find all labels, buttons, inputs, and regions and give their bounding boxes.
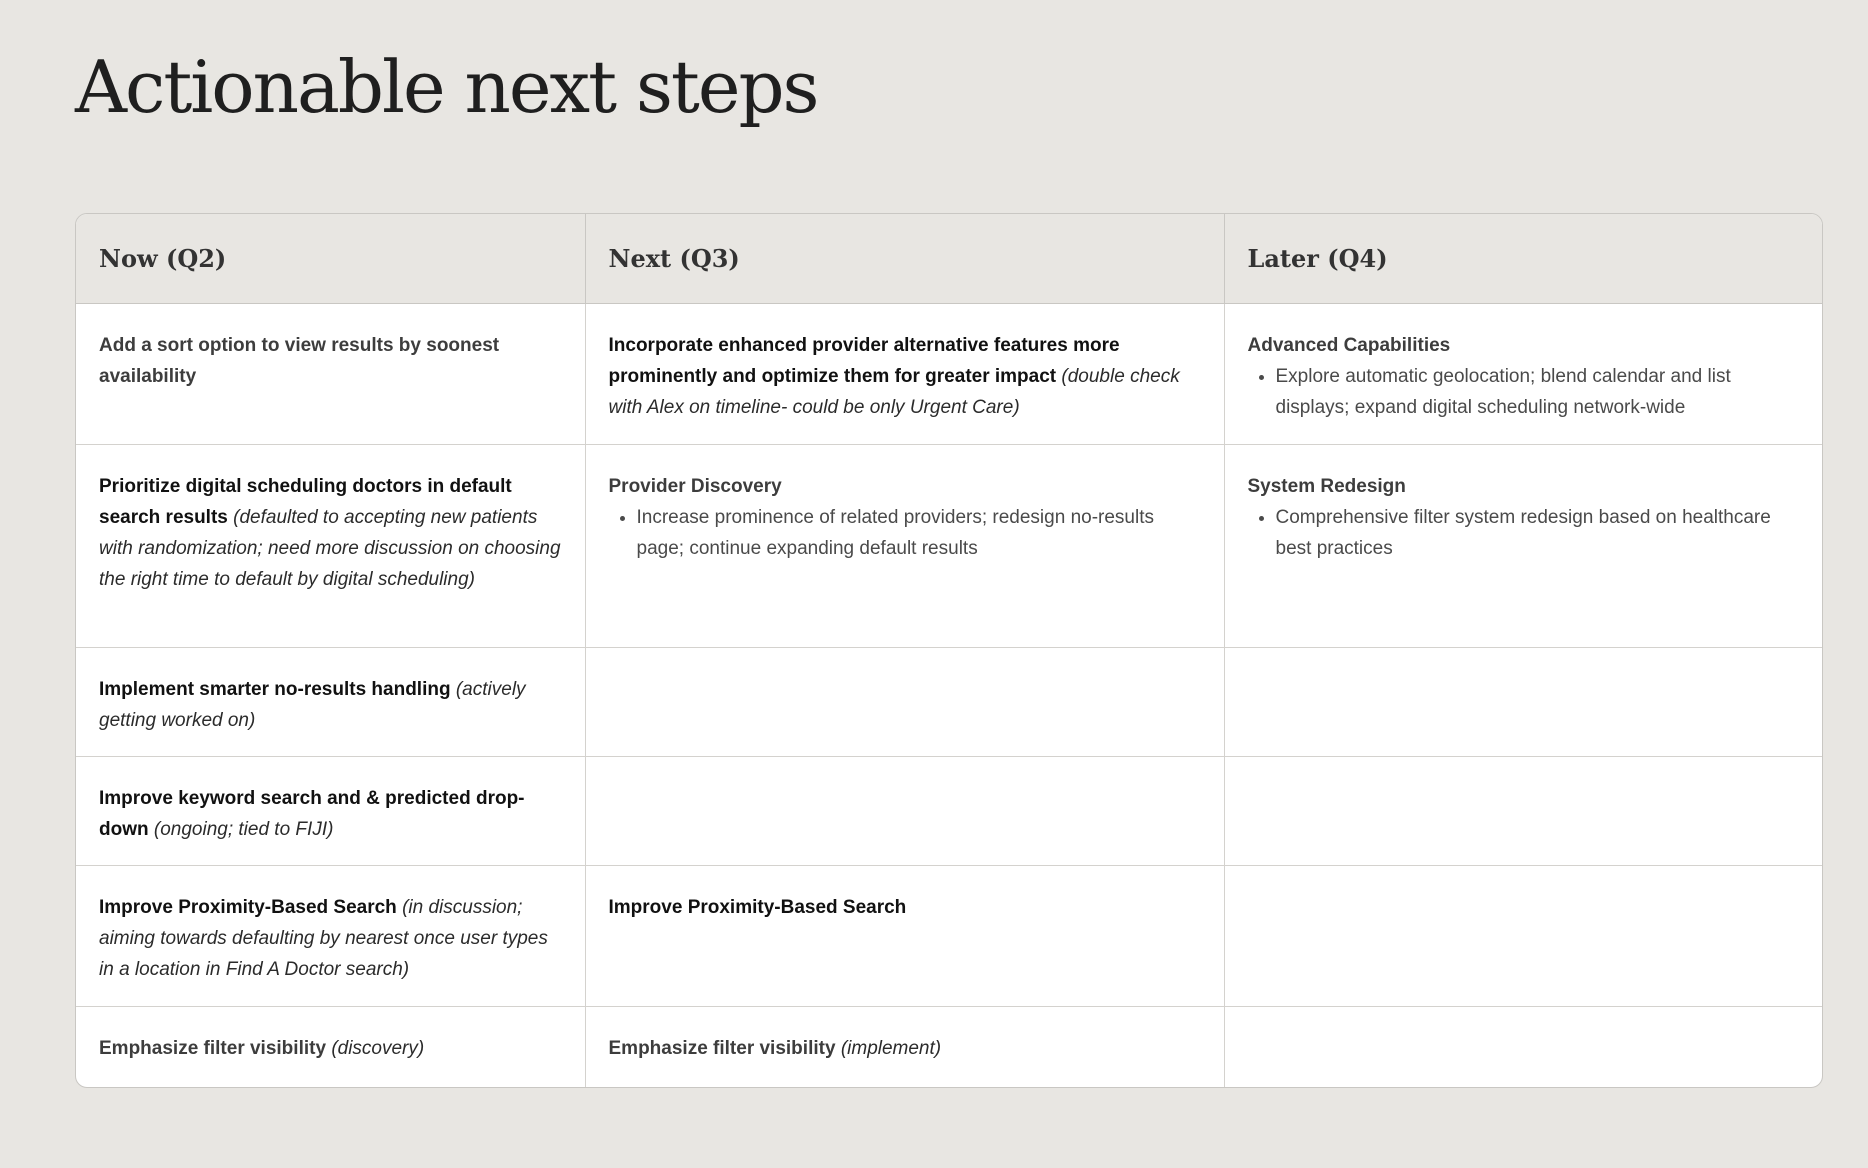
cell-now	[76, 648, 585, 757]
table-row	[76, 1007, 1822, 1088]
step-title: Prioritize digital scheduling doctors in default search results	[99, 476, 512, 528]
step-title: Improve Proximity-Based Search	[608, 897, 907, 918]
step-note: (defaulted to accepting new patients with randomization; need more discussion on choosing the right time to default by digital scheduling)	[99, 507, 561, 590]
cell-next	[585, 866, 1224, 1007]
section-title: Advanced Capabilities	[1247, 335, 1451, 356]
cell-now	[76, 757, 585, 866]
cell-now	[76, 304, 585, 445]
list-item: • Explore automatic geolocation; blend calendar and list displays; expand digital scheduling network-wide	[1276, 361, 1800, 423]
cell-later	[1224, 304, 1822, 445]
section-title: Provider Discovery	[608, 476, 782, 497]
cell-next	[585, 648, 1224, 757]
column-header-later: Later (Q4)	[1224, 214, 1822, 304]
cell-now	[76, 1007, 585, 1088]
page-title: Actionable next steps	[75, 45, 818, 129]
table-row	[76, 866, 1822, 1007]
step-title: Incorporate enhanced provider alternative features more prominently and optimize them for greater impact	[608, 335, 1120, 387]
table-row	[76, 304, 1822, 445]
step-title: Implement smarter no-results handling	[99, 679, 451, 700]
bullet-list	[1248, 361, 1800, 423]
column-header-now: Now (Q2)	[76, 214, 585, 304]
table-header-row	[76, 214, 1822, 304]
step-note: (implement)	[840, 1038, 942, 1059]
cell-later	[1224, 445, 1822, 648]
table-row	[76, 757, 1822, 866]
section-title: System Redesign	[1247, 476, 1406, 497]
cell-later	[1224, 1007, 1822, 1088]
list-item: • Comprehensive filter system redesign based on healthcare best practices	[1276, 502, 1800, 564]
cell-later	[1224, 757, 1822, 866]
step-note: (discovery)	[331, 1038, 425, 1059]
cell-now	[76, 445, 585, 648]
step-note: (actively getting worked on)	[99, 679, 526, 731]
bullet-list	[609, 502, 1201, 564]
step-note: (double check with Alex on timeline- could be only Urgent Care)	[608, 366, 1180, 418]
list-item: • Increase prominence of related providers; redesign no-results page; continue expanding default results	[637, 502, 1201, 564]
cell-later	[1224, 648, 1822, 757]
table-row	[76, 648, 1822, 757]
table-row	[76, 445, 1822, 648]
column-header-next: Next (Q3)	[585, 214, 1224, 304]
step-note: (in discussion; aiming towards defaulting by nearest once user types in a location in Find A Doctor search)	[99, 897, 548, 980]
roadmap-table	[75, 213, 1823, 1088]
step-title: Emphasize filter visibility	[99, 1038, 327, 1059]
cell-later	[1224, 866, 1822, 1007]
cell-next	[585, 445, 1224, 648]
step-note: (ongoing; tied to FIJI)	[153, 819, 334, 840]
bullet-list	[1248, 502, 1800, 564]
step-title: Improve keyword search and & predicted drop-down	[99, 788, 525, 840]
cell-next	[585, 304, 1224, 445]
step-title: Emphasize filter visibility	[608, 1038, 836, 1059]
step-title: Improve Proximity-Based Search	[99, 897, 397, 918]
cell-next	[585, 757, 1224, 866]
step-title: Add a sort option to view results by soonest availability	[99, 335, 500, 387]
cell-next	[585, 1007, 1224, 1088]
cell-now	[76, 866, 585, 1007]
